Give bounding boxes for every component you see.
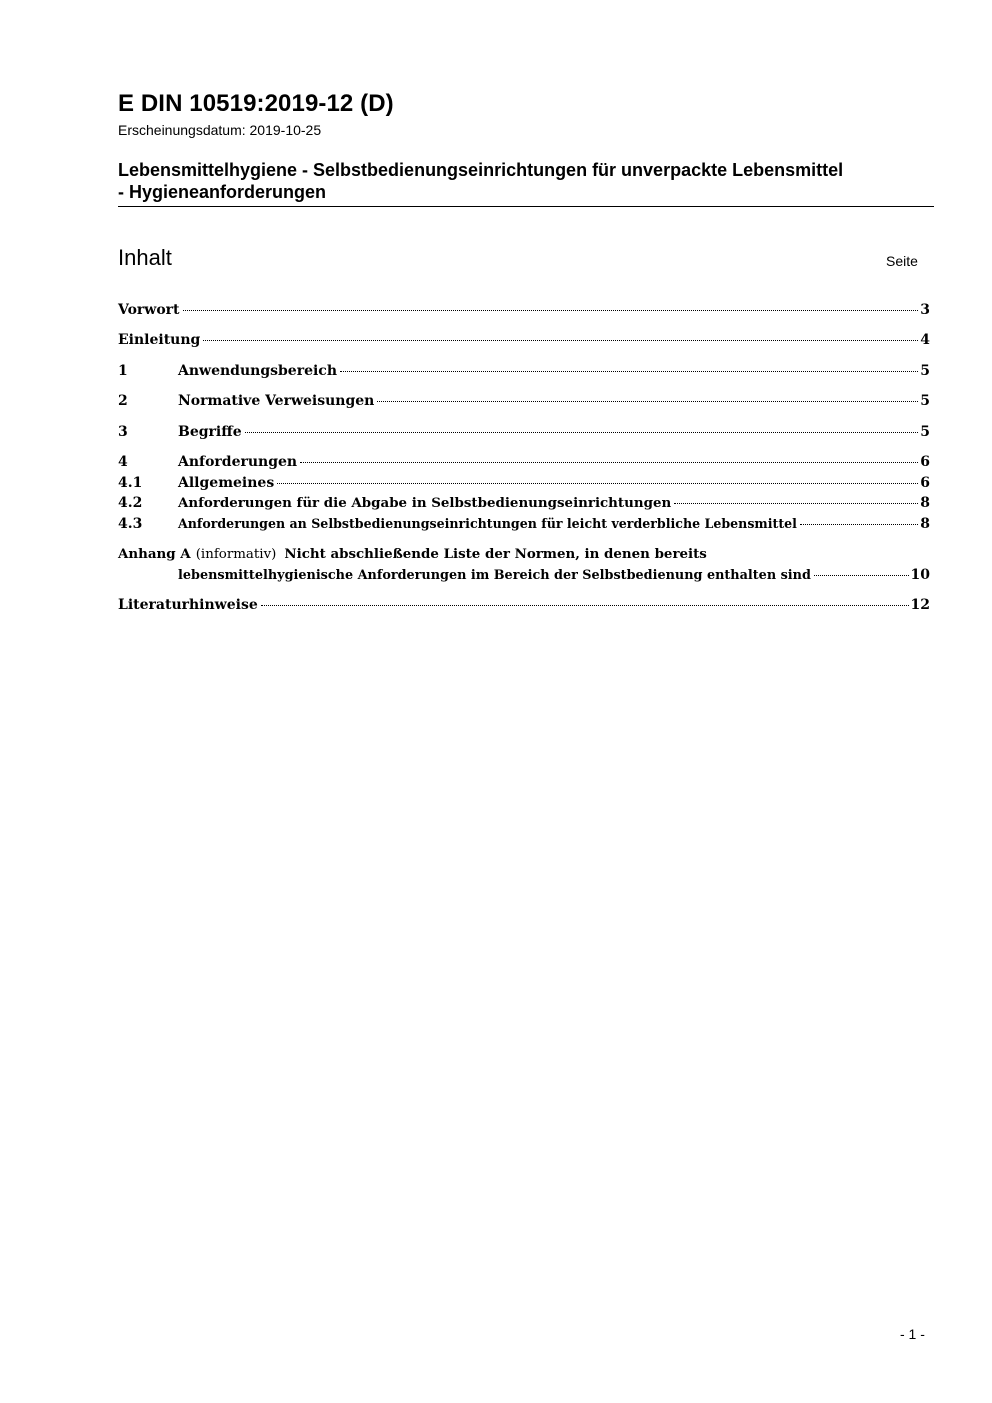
toc-entry-einleitung[interactable] <box>118 332 930 352</box>
toc-entry-4-1[interactable] <box>118 475 930 495</box>
toc-entry-number: 3 <box>118 424 128 440</box>
toc-entry-4-2[interactable] <box>118 495 930 515</box>
toc-entry-literaturhinweise[interactable] <box>118 597 930 617</box>
page-number: - 1 - <box>900 1326 925 1342</box>
dot-leader <box>377 401 918 402</box>
toc-entry-title: Literaturhinweise <box>118 597 258 613</box>
toc-entry-number: 4.1 <box>118 475 143 491</box>
toc-entry-number: 1 <box>118 363 128 379</box>
toc-entry-vorwort[interactable] <box>118 302 930 322</box>
toc-entry-page: 8 <box>920 516 930 532</box>
toc-entry-page: 5 <box>920 363 930 379</box>
document-title <box>118 159 934 207</box>
dot-leader <box>300 462 918 463</box>
dot-leader <box>277 483 918 484</box>
toc-entry-number: 4.2 <box>118 495 143 511</box>
document-title-line-1: Lebensmittelhygiene - Selbstbedienungseinrichtungen für unverpackte Lebensmittel <box>118 160 844 180</box>
toc-entry-annex-a[interactable] <box>118 546 930 566</box>
toc-entry-1[interactable] <box>118 363 930 383</box>
dot-leader <box>203 340 918 341</box>
dot-leader <box>261 605 909 606</box>
toc-entry-page: 4 <box>920 332 930 348</box>
dot-leader <box>674 503 918 504</box>
toc-entry-4-3[interactable] <box>118 516 930 536</box>
dot-leader <box>800 524 918 525</box>
toc-entry-number: 2 <box>118 393 128 409</box>
document-title-line-2: - Hygieneanforderungen <box>118 182 327 202</box>
toc-entry-3[interactable] <box>118 424 930 444</box>
dot-leader <box>183 310 919 311</box>
toc-entry-page: 3 <box>920 302 930 318</box>
dot-leader <box>814 575 909 576</box>
dot-leader <box>340 371 918 372</box>
annex-prefix: Anhang A <box>118 546 191 562</box>
toc-entry-title: Begriffe <box>178 424 242 440</box>
toc-entry-title: Einleitung <box>118 332 201 348</box>
document-id: E DIN 10519:2019-12 (D) <box>118 90 394 117</box>
toc-entry-annex-a-continuation[interactable] <box>178 567 930 587</box>
toc-entry-title: Anwendungsbereich <box>178 363 337 379</box>
toc-entry-page: 10 <box>910 567 930 583</box>
toc-entry-title: Anforderungen für die Abgabe in Selbstbedienungseinrichtungen <box>178 495 672 511</box>
toc-entry-page: 6 <box>920 475 930 491</box>
toc-entry-page: 5 <box>920 393 930 409</box>
page-column-label: Seite <box>886 253 918 269</box>
toc-entry-page: 6 <box>920 454 930 470</box>
toc-entry-title: Anforderungen an Selbstbedienungseinrichtungen für leicht verderbliche Lebensmittel <box>178 516 797 531</box>
toc-entry-2[interactable] <box>118 393 930 413</box>
contents-heading: Inhalt <box>118 245 172 270</box>
toc-entry-page: 12 <box>910 597 930 613</box>
toc-entry-number: 4 <box>118 454 128 470</box>
toc-entry-4[interactable] <box>118 454 930 474</box>
toc-entry-page: 8 <box>920 495 930 511</box>
toc-entry-number: 4.3 <box>118 516 143 532</box>
toc-entry-title: Vorwort <box>118 302 180 318</box>
annex-title-line-1: Nicht abschließende Liste der Normen, in denen bereits <box>284 546 707 562</box>
toc-entry-title: Normative Verweisungen <box>178 393 375 409</box>
toc-entry-page: 5 <box>920 424 930 440</box>
annex-qualifier: (informativ) <box>195 547 277 562</box>
dot-leader <box>245 432 919 433</box>
issue-date: Erscheinungsdatum: 2019-10-25 <box>118 122 322 138</box>
toc-entry-title: Anforderungen <box>178 454 298 470</box>
annex-title-line-2: lebensmittelhygienische Anforderungen im Bereich der Selbstbedienung enthalten sind <box>178 568 811 583</box>
toc-entry-title: Allgemeines <box>178 475 275 491</box>
